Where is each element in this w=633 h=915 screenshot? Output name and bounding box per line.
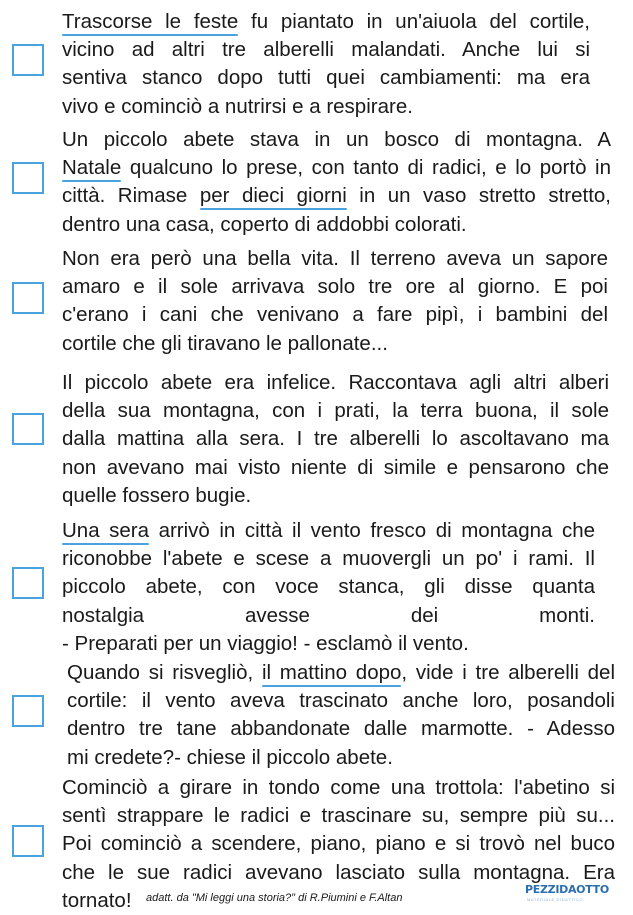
line-text: - Preparati per un viaggio! - esclamò il vento.: [62, 631, 469, 655]
line-text: nostalgia avesse dei monti.: [62, 603, 595, 627]
paragraph-line: [62, 482, 609, 510]
brand-logo: PEZZIDAOTTO: [525, 883, 609, 896]
paragraph-line: [62, 774, 615, 802]
line-text: mi credete?- chiese il piccolo abete.: [67, 745, 393, 769]
time-expression-highlight: per dieci giorni: [199, 184, 347, 208]
checkbox-7[interactable]: [12, 825, 44, 857]
paragraph-line: [62, 36, 590, 64]
paragraph-line: [62, 301, 608, 329]
paragraph-line: [67, 744, 615, 772]
line-text: sentì strappare le radici e trascinare su, sempre più su...: [62, 804, 615, 828]
time-expression-highlight: Una sera: [62, 519, 150, 542]
paragraph-line: [62, 93, 590, 121]
line-text: amaro e il sole arrivava solo tre ore al giorno. E poi: [62, 275, 608, 299]
time-expression-highlight: Natale: [62, 156, 122, 180]
line-text: c'erano i cani che venivano a fare pipì, i bambini del: [62, 303, 608, 327]
source-credit: adatt. da "Mi leggi una storia?" di R.Piumini e F.Altan: [146, 892, 403, 904]
paragraph-line: [67, 687, 615, 715]
paragraph-line: [62, 8, 590, 36]
checkbox-3[interactable]: [12, 282, 44, 314]
paragraph-line: [67, 715, 615, 743]
line-text: arrivò in città il vento fresco di montagna che: [149, 519, 595, 542]
checkbox-5[interactable]: [12, 567, 44, 599]
paragraph-line: [62, 830, 615, 858]
line-text: in un vaso stretto stretto,: [346, 184, 612, 208]
paragraph-line: [62, 154, 611, 182]
paragraph-line: [62, 182, 611, 210]
line-text: dentro una casa, coperto di addobbi colorati.: [62, 212, 467, 236]
line-text: sentiva stanco dopo tutti quei cambiamenti: ma era: [62, 66, 590, 90]
line-text: piccolo abete, con voce stanca, gli disse quanta: [62, 575, 595, 599]
line-text: dalla mattina alla sera. I tre alberelli lo ascoltavano ma: [62, 427, 609, 451]
time-expression-highlight: il mattino dopo: [261, 661, 402, 684]
line-text: cortile: il vento aveva trascinato anche loro, posandoli: [67, 689, 615, 713]
paragraph-line: [62, 64, 590, 92]
line-text: quelle fossero bugie.: [62, 483, 252, 507]
line-text: città. Rimase: [62, 184, 200, 208]
line-text: della sua montagna, con i prati, la terra buona, il sole: [62, 399, 609, 423]
line-text: vicino ad altri tre alberelli malandati. Anche lui si: [62, 38, 590, 62]
line-text: vivo e cominciò a nutrirsi e a respirare.: [62, 94, 413, 118]
brand-logo-subtitle: MATERIALE DIDATTICO: [527, 897, 584, 902]
line-text: qualcuno lo prese, con tanto di radici, e lo portò in: [121, 156, 611, 180]
paragraph-line: [62, 330, 608, 358]
line-text: Non era però una bella vita. Il terreno aveva un sapore: [62, 247, 608, 270]
story-paragraph-5: [62, 517, 595, 658]
line-text: Cominciò a girare in tondo come una trottola: l'abetino si: [62, 776, 615, 799]
line-text: riconobbe l'abete e scese a muovergli un po' i rami. Il: [62, 547, 595, 571]
checkbox-4[interactable]: [12, 413, 44, 445]
line-text: tornato!: [62, 888, 132, 912]
time-expression-highlight: Trascorse le feste: [62, 10, 239, 33]
line-text: Poi cominciò a scendere, piano, piano e si trovò nel buco: [62, 832, 615, 856]
line-text: non avevano mai visto niente di simile e pensarono che: [62, 455, 609, 479]
line-text: Un piccolo abete stava in un bosco di montagna. A: [62, 128, 611, 151]
paragraph-line: [62, 211, 611, 239]
story-paragraph-1: [62, 8, 590, 121]
paragraph-line: [62, 802, 615, 830]
paragraph-line: [62, 397, 609, 425]
line-text: cortile che gli tiravano le pallonate...: [62, 331, 388, 355]
checkbox-2[interactable]: [12, 162, 44, 194]
paragraph-line: [62, 573, 595, 601]
line-text: fu piantato in un'aiuola del cortile,: [238, 10, 590, 33]
story-paragraph-2: [62, 126, 611, 239]
checkbox-1[interactable]: [12, 44, 44, 76]
paragraph-line: [62, 245, 608, 273]
story-paragraph-6: [67, 659, 615, 772]
paragraph-line: [62, 425, 609, 453]
paragraph-line: [67, 659, 615, 687]
paragraph-line: [62, 369, 609, 397]
line-text: che le sue radici avevano lasciato sulla montagna. Era: [62, 860, 615, 884]
line-text: Il piccolo abete era infelice. Raccontava agli altri alberi: [62, 371, 609, 394]
paragraph-line: [62, 630, 595, 658]
paragraph-line: [62, 454, 609, 482]
paragraph-line: [62, 273, 608, 301]
paragraph-line: [62, 545, 595, 573]
line-text: , vide i tre alberelli del: [401, 661, 615, 684]
line-text: Quando si risvegliò,: [67, 661, 262, 684]
paragraph-line: [62, 602, 595, 630]
story-paragraph-3: [62, 245, 608, 358]
paragraph-line: [62, 126, 611, 154]
story-paragraph-4: [62, 369, 609, 510]
checkbox-6[interactable]: [12, 695, 44, 727]
line-text: dentro tre tane abbandonate dalle marmotte. - Adesso: [67, 717, 615, 741]
paragraph-line: [62, 517, 595, 545]
